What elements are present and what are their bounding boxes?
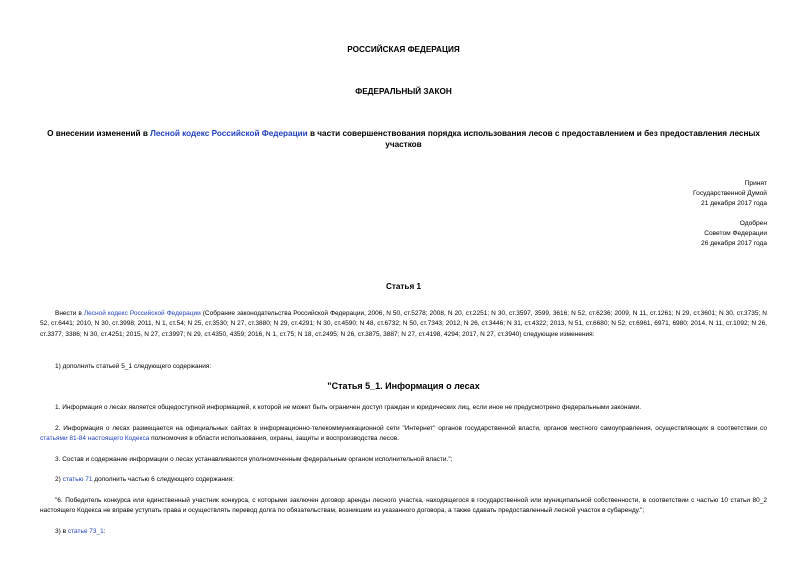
approval-line1: Одобрен	[739, 220, 767, 227]
clause-3: 3. Состав и содержание информации о лесах устанавливаются уполномоченным федеральным органом исполнительной власти.";	[55, 456, 453, 463]
country-heading: РОССИЙСКАЯ ФЕДЕРАЦИЯ	[347, 45, 460, 54]
intro-forest-code-link[interactable]: Лесной кодекс Российской Федерации	[83, 310, 201, 317]
adoption-block	[693, 179, 767, 209]
item-2-number: 2)	[55, 476, 63, 483]
clause-1: 1. Информация о лесах является общедоступной информацией, к которой не может быть ограничен доступ граждан и юридических лиц, если иное не предусмотрено федеральными законами.	[55, 404, 642, 411]
item-2-rest: дополнить частью 6 следующего содержания:	[92, 476, 234, 483]
item-3-number: 3) в	[55, 528, 68, 535]
article-1-intro	[40, 309, 767, 340]
forest-code-link[interactable]: Лесной кодекс Российской Федерации	[150, 129, 308, 138]
intro-part2: (Собрание законодательства Российской Федерации, 2006, N 50, ст.5278; 2008, N 20, ст.2251; N 30, ст.3597, 3599, 3616; N 52, ст.6236; 2009, N 11, ст.1261; N 29, ст.3601; N 30, ст.3735; N 52, ст.6441; 2010, N 30, ст.3998; 2011, N 1, ст.54; N 25, ст.3530; N 27, ст.3880; N 29, ст.4291; N 30, ст.4590; N 48, ст.6732; N 50, ст.7343; 2012, N 26, ст.3446; N 31, ст.4322; 2013, N 51, ст.6680; N 52, ст.6961, 6971, 6980; 2014, N 11, ст.1092; N 26, ст.3377, 3386; N 30, ст.4251; 2015, N 27, ст.3997; N 29, ст.4350, 4359; 2016, N 1, ст.75; N 18, ст.2495; N 26, ст.3875, 3887; N 27, ст.4198, 4294; 2017, N 27, ст.3940) следующие изменения:	[40, 310, 767, 338]
item-3	[40, 527, 767, 537]
articles-81-84-link[interactable]: статьями 81-84 настоящего Кодекса	[40, 435, 150, 443]
approval-line3: 26 декабря 2017 года	[701, 240, 767, 247]
intro-part1: Внести в	[55, 310, 84, 317]
part-6-text: "6. Победитель конкурса или единственный участник конкурса, с которыми заключен договор аренды лесного участка, находящегося в государственной или муниципальной собственности, в соответствии с частью 10 статьи 80_2 настоящего Кодекса не вправе уступать права и осуществлять перевод долга по обязательствам, возникшим из указанного договора, а также сдавать предоставленный лесной участок в субаренду.";	[40, 497, 767, 515]
law-title-part1: О внесении изменений в	[47, 129, 151, 138]
clause-2-part1: 2. Информация о лесах размещается на официальных сайтах в информационно-телекоммуникационной сети "Интернет" органов государственной власти, органов местного самоуправления, осуществляющих в соответствии со	[55, 425, 767, 432]
article-73-1-link[interactable]: статье 73_1	[67, 528, 104, 535]
approval-block	[701, 219, 767, 249]
adoption-line1: Принят	[744, 180, 767, 187]
law-title	[40, 128, 767, 150]
item-3-rest: :	[103, 528, 106, 535]
article-1-heading: Статья 1	[385, 282, 422, 291]
article-71-link[interactable]: статью 71	[62, 476, 93, 483]
adoption-line3: 21 декабря 2017 года	[701, 200, 767, 207]
clause-2-part2: полномочия в области использования, охраны, защиты и воспроизводства лесов.	[149, 435, 399, 443]
approval-line2: Советом Федерации	[704, 230, 767, 237]
new-article-5-1-title: "Статья 5_1. Информация о лесах	[327, 381, 480, 391]
adoption-line2: Государственной Думой	[693, 190, 767, 197]
law-title-part2: в части совершенствования порядка использования лесов с предоставлением и без предоставления лесных участков	[307, 129, 760, 149]
item-2	[40, 475, 767, 485]
clause-2	[40, 424, 767, 445]
law-type-heading: ФЕДЕРАЛЬНЫЙ ЗАКОН	[355, 87, 452, 96]
item-1: 1) дополнить статьей 5_1 следующего содержания:	[55, 363, 212, 370]
